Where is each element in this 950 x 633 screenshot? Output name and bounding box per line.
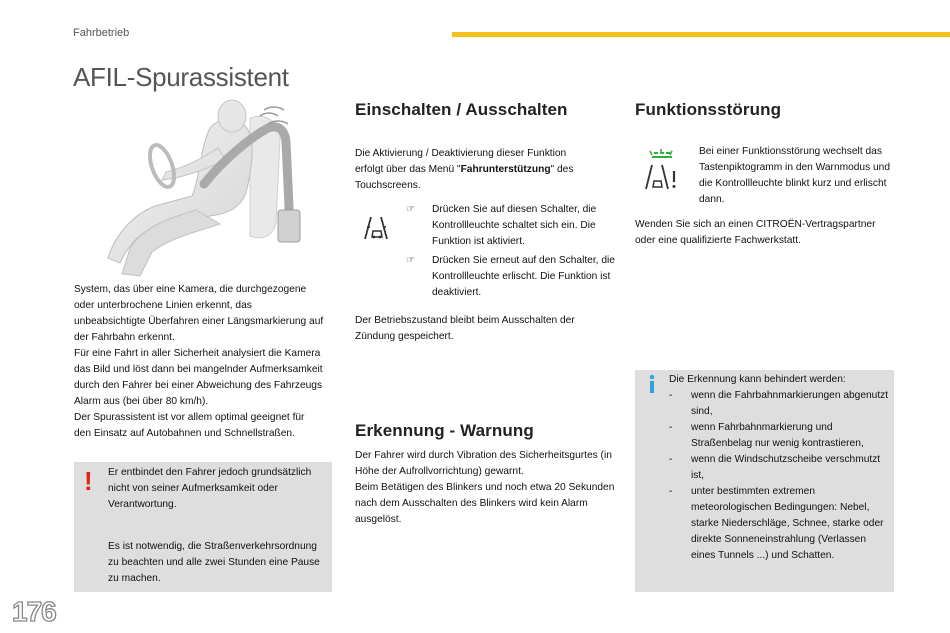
warning-box [74,462,332,592]
intro-paragraph: System, das über eine Kamera, die durchgezogene oder unterbrochene Linien erkennt, das unbeabsichtigte Überfahren einer Längsmarkierung auf der Fahrbahn erkennt. [74,284,324,343]
section-heading-erkennung: Erkennung - Warnung [355,421,534,440]
erkennung-text [355,448,617,528]
list-item-text: wenn die Windschutzscheibe verschmutzt ist, [691,454,881,481]
section-heading-einschalten: Einschalten / Ausschalten [355,100,568,119]
page-title: AFIL-Spurassistent [73,62,289,92]
section-heading-funktionsstoerung: Funktionsstörung [635,100,782,119]
einschalten-intro [355,146,595,194]
lane-assist-icon [361,213,393,241]
info-box [635,370,894,592]
list-item [669,484,891,564]
dash-marker: - [669,486,673,497]
state-memory-text: Der Betriebszustand bleibt beim Ausschalten der Zündung gespeichert. [355,315,575,342]
instruction-text: Drücken Sie auf diesen Schalter, die Kontrollleuchte schaltet sich ein. Die Funktion ist aktiviert. [432,204,597,247]
list-item-text: wenn die Fahrbahnmarkierungen abgenutzt sind, [691,390,889,417]
section-label: Fahrbetrieb [73,27,130,39]
dash-marker: - [669,454,673,465]
info-icon [646,374,658,394]
fault-contact-text: Wenden Sie sich an einen CITROËN-Vertragspartner oder eine qualifizierte Fachwerkstatt. [635,219,876,246]
list-item [669,452,891,484]
exclamation-icon: ! [84,466,93,496]
list-item [669,388,891,420]
erkennung-paragraph: Der Fahrer wird durch Vibration des Sicherheitsgurtes (in Höhe der Aufrollvorrichtung) gewarnt. [355,450,612,477]
list-item-text: wenn Fahrbahnmarkierung und Straßenbelag nur wenig kontrastieren, [691,422,864,449]
warning-text: Er entbindet den Fahrer jedoch grundsätzlich nicht von seiner Aufmerksamkeit oder Verantwortung. [108,467,312,510]
list-item-text: unter bestimmten extremen meteorologischen Bedingungen: Nebel, starke Niederschläge, Schnee, starke oder direkte Sonneneinstrahlung (Verlassen eines Tunnels ...) und Schatten. [691,486,884,561]
info-heading: Die Erkennung kann behindert werden: [669,374,846,385]
warning-text: Es ist notwendig, die Straßenverkehrsordnung zu beachten und alle zwei Stunden eine Pause zu machen. [108,541,320,584]
menu-name: Fahrunterstützung [460,164,551,175]
intro-text [74,282,324,442]
list-item [669,420,891,452]
pointing-hand-icon: ☞ [406,204,415,215]
accent-bar [452,32,950,37]
intro-paragraph: Für eine Fahrt in aller Sicherheit analysiert die Kamera das Bild und löst dann bei mangelnder Aufmerksamkeit durch den Fahrer bei einer Abweichung des Fahrzeugs Alarm aus (bei über 80 km/h). [74,348,323,407]
erkennung-paragraph: Beim Betätigen des Blinkers und noch etwa 20 Sekunden nach dem Ausschalten des Blinkers wird kein Alarm ausgelöst. [355,482,615,525]
pointing-hand-icon: ☞ [406,255,415,266]
intro-paragraph: Der Spurassistent ist vor allem optimal geeignet für den Einsatz auf Autobahnen und Schnellstraßen. [74,412,305,439]
intro-text-part: Die Aktivierung / Deaktivierung dieser Funktion erfolgt über das Menü " [355,148,567,175]
fault-description: Bei einer Funktionsstörung wechselt das Tastenpiktogramm in den Warnmodus und die Kontrollleuchte blinkt kurz und erlischt dann. [699,146,891,205]
intro-text-part: " des Touchscreens. [355,164,574,191]
dash-marker: - [669,422,673,433]
info-list [669,388,891,564]
lane-assist-fault-icon [640,149,682,193]
page-number: 176 [12,596,56,627]
dash-marker: - [669,390,673,401]
instruction-text: Drücken Sie erneut auf den Schalter, die Kontrollleuchte erlischt. Die Funktion ist deaktiviert. [432,255,615,298]
driver-seatbelt-illustration [100,98,330,278]
